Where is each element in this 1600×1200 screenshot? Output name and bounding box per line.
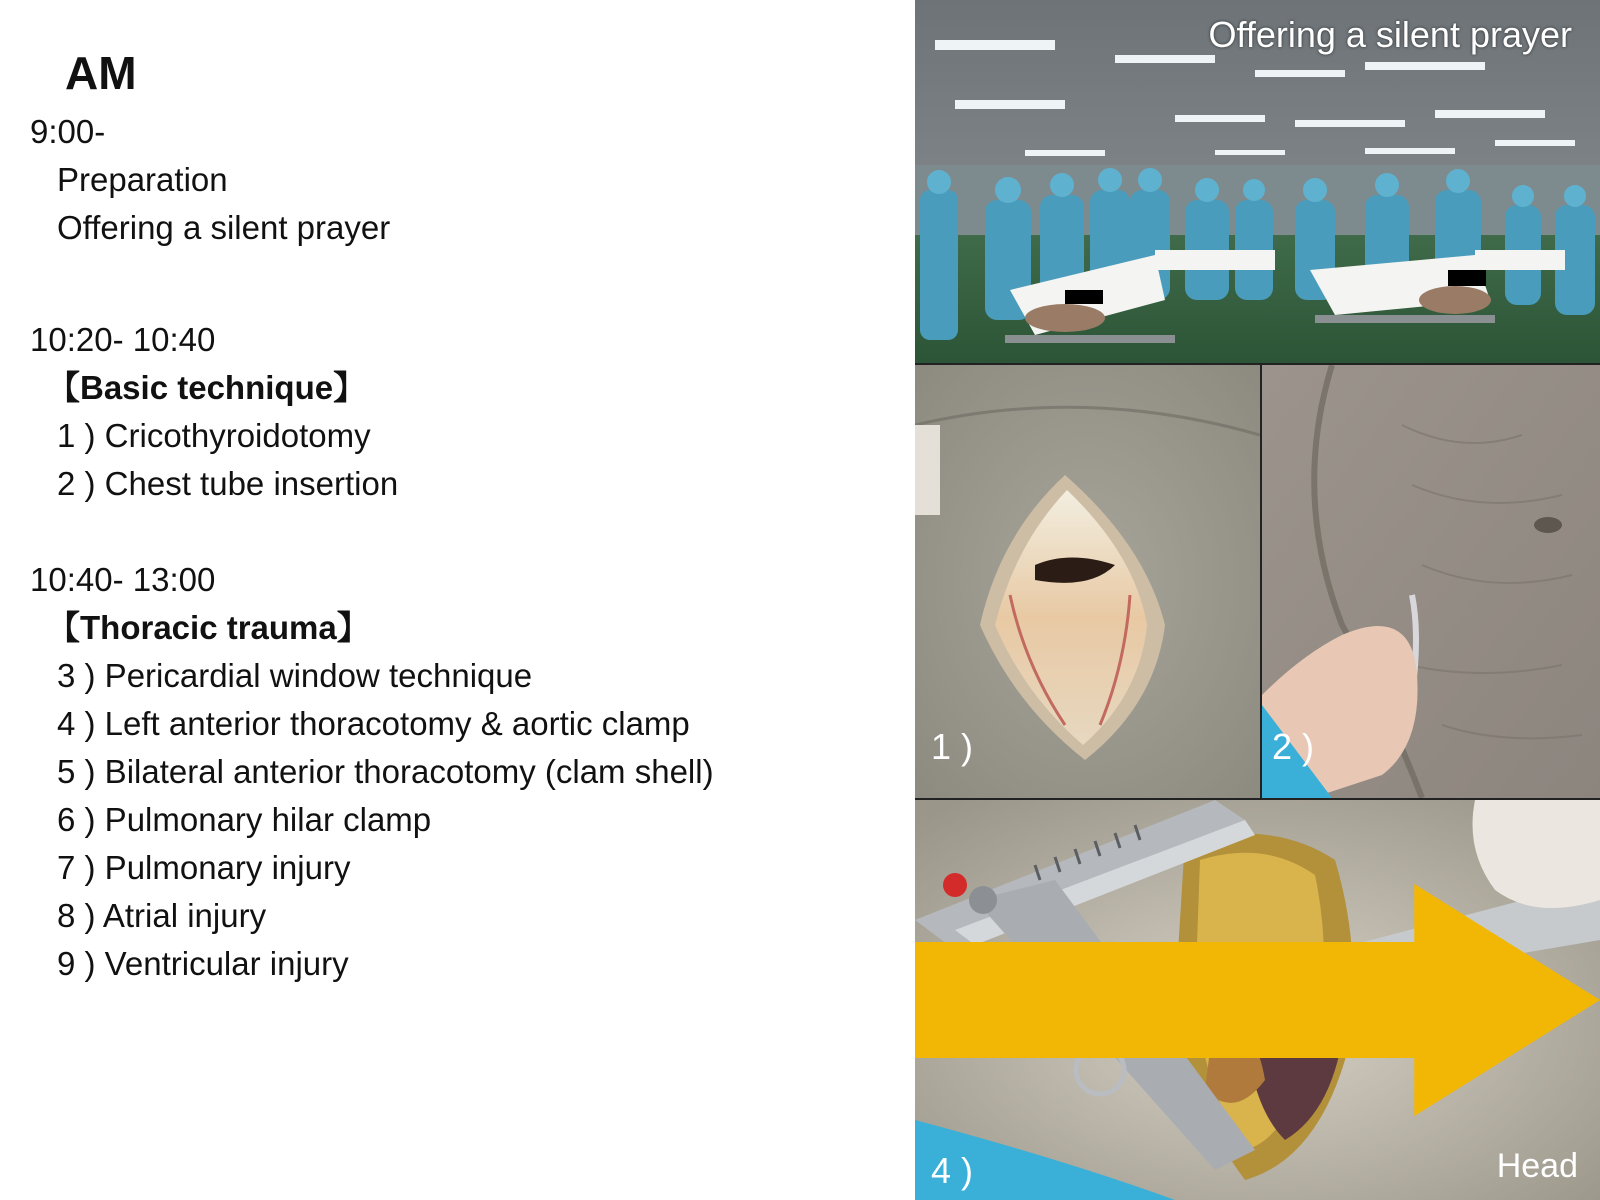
photo-collage (915, 0, 1600, 1200)
list-item: Preparation (57, 161, 228, 198)
cricothyroidotomy-photo (915, 365, 1260, 798)
redaction-bar (1448, 270, 1486, 286)
list-item: 6 ) Pulmonary hilar clamp (57, 801, 432, 838)
time-block3: 10:40- 13:00 (30, 561, 216, 598)
list-item: Offering a silent prayer (57, 209, 391, 246)
list-item: 8 ) Atrial injury (57, 897, 267, 934)
list-item: 3 ) Pericardial window technique (57, 657, 533, 694)
list-item: 5 ) Bilateral anterior thoracotomy (clam shell) (57, 753, 714, 790)
prayer-caption: Offering a silent prayer (1208, 14, 1572, 55)
section-basic-technique: 【Basic technique】 (47, 369, 367, 406)
time-block1: 9:00- (30, 113, 106, 150)
schedule-heading: AM (65, 47, 137, 99)
prayer-photo (915, 0, 1600, 363)
section-thoracic-trauma: 【Thoracic trauma】 (47, 609, 370, 646)
head-direction-arrow-icon (915, 800, 1600, 1200)
panel4-label: 4 ) (931, 1150, 974, 1191)
list-item: 4 ) Left anterior thoracotomy & aortic clamp (57, 705, 690, 742)
panel2-label: 2 ) (1272, 726, 1315, 767)
list-item: 7 ) Pulmonary injury (57, 849, 351, 886)
list-item: 2 ) Chest tube insertion (57, 465, 399, 502)
redaction-bar (1065, 290, 1103, 304)
time-block2: 10:20- 10:40 (30, 321, 216, 358)
thoracotomy-photo (915, 800, 1600, 1200)
panel1-label: 1 ) (931, 726, 974, 767)
head-label: Head (1496, 1147, 1578, 1185)
list-item: 1 ) Cricothyroidotomy (57, 417, 371, 454)
list-item: 9 ) Ventricular injury (57, 945, 349, 982)
chest-tube-photo (1262, 365, 1600, 798)
